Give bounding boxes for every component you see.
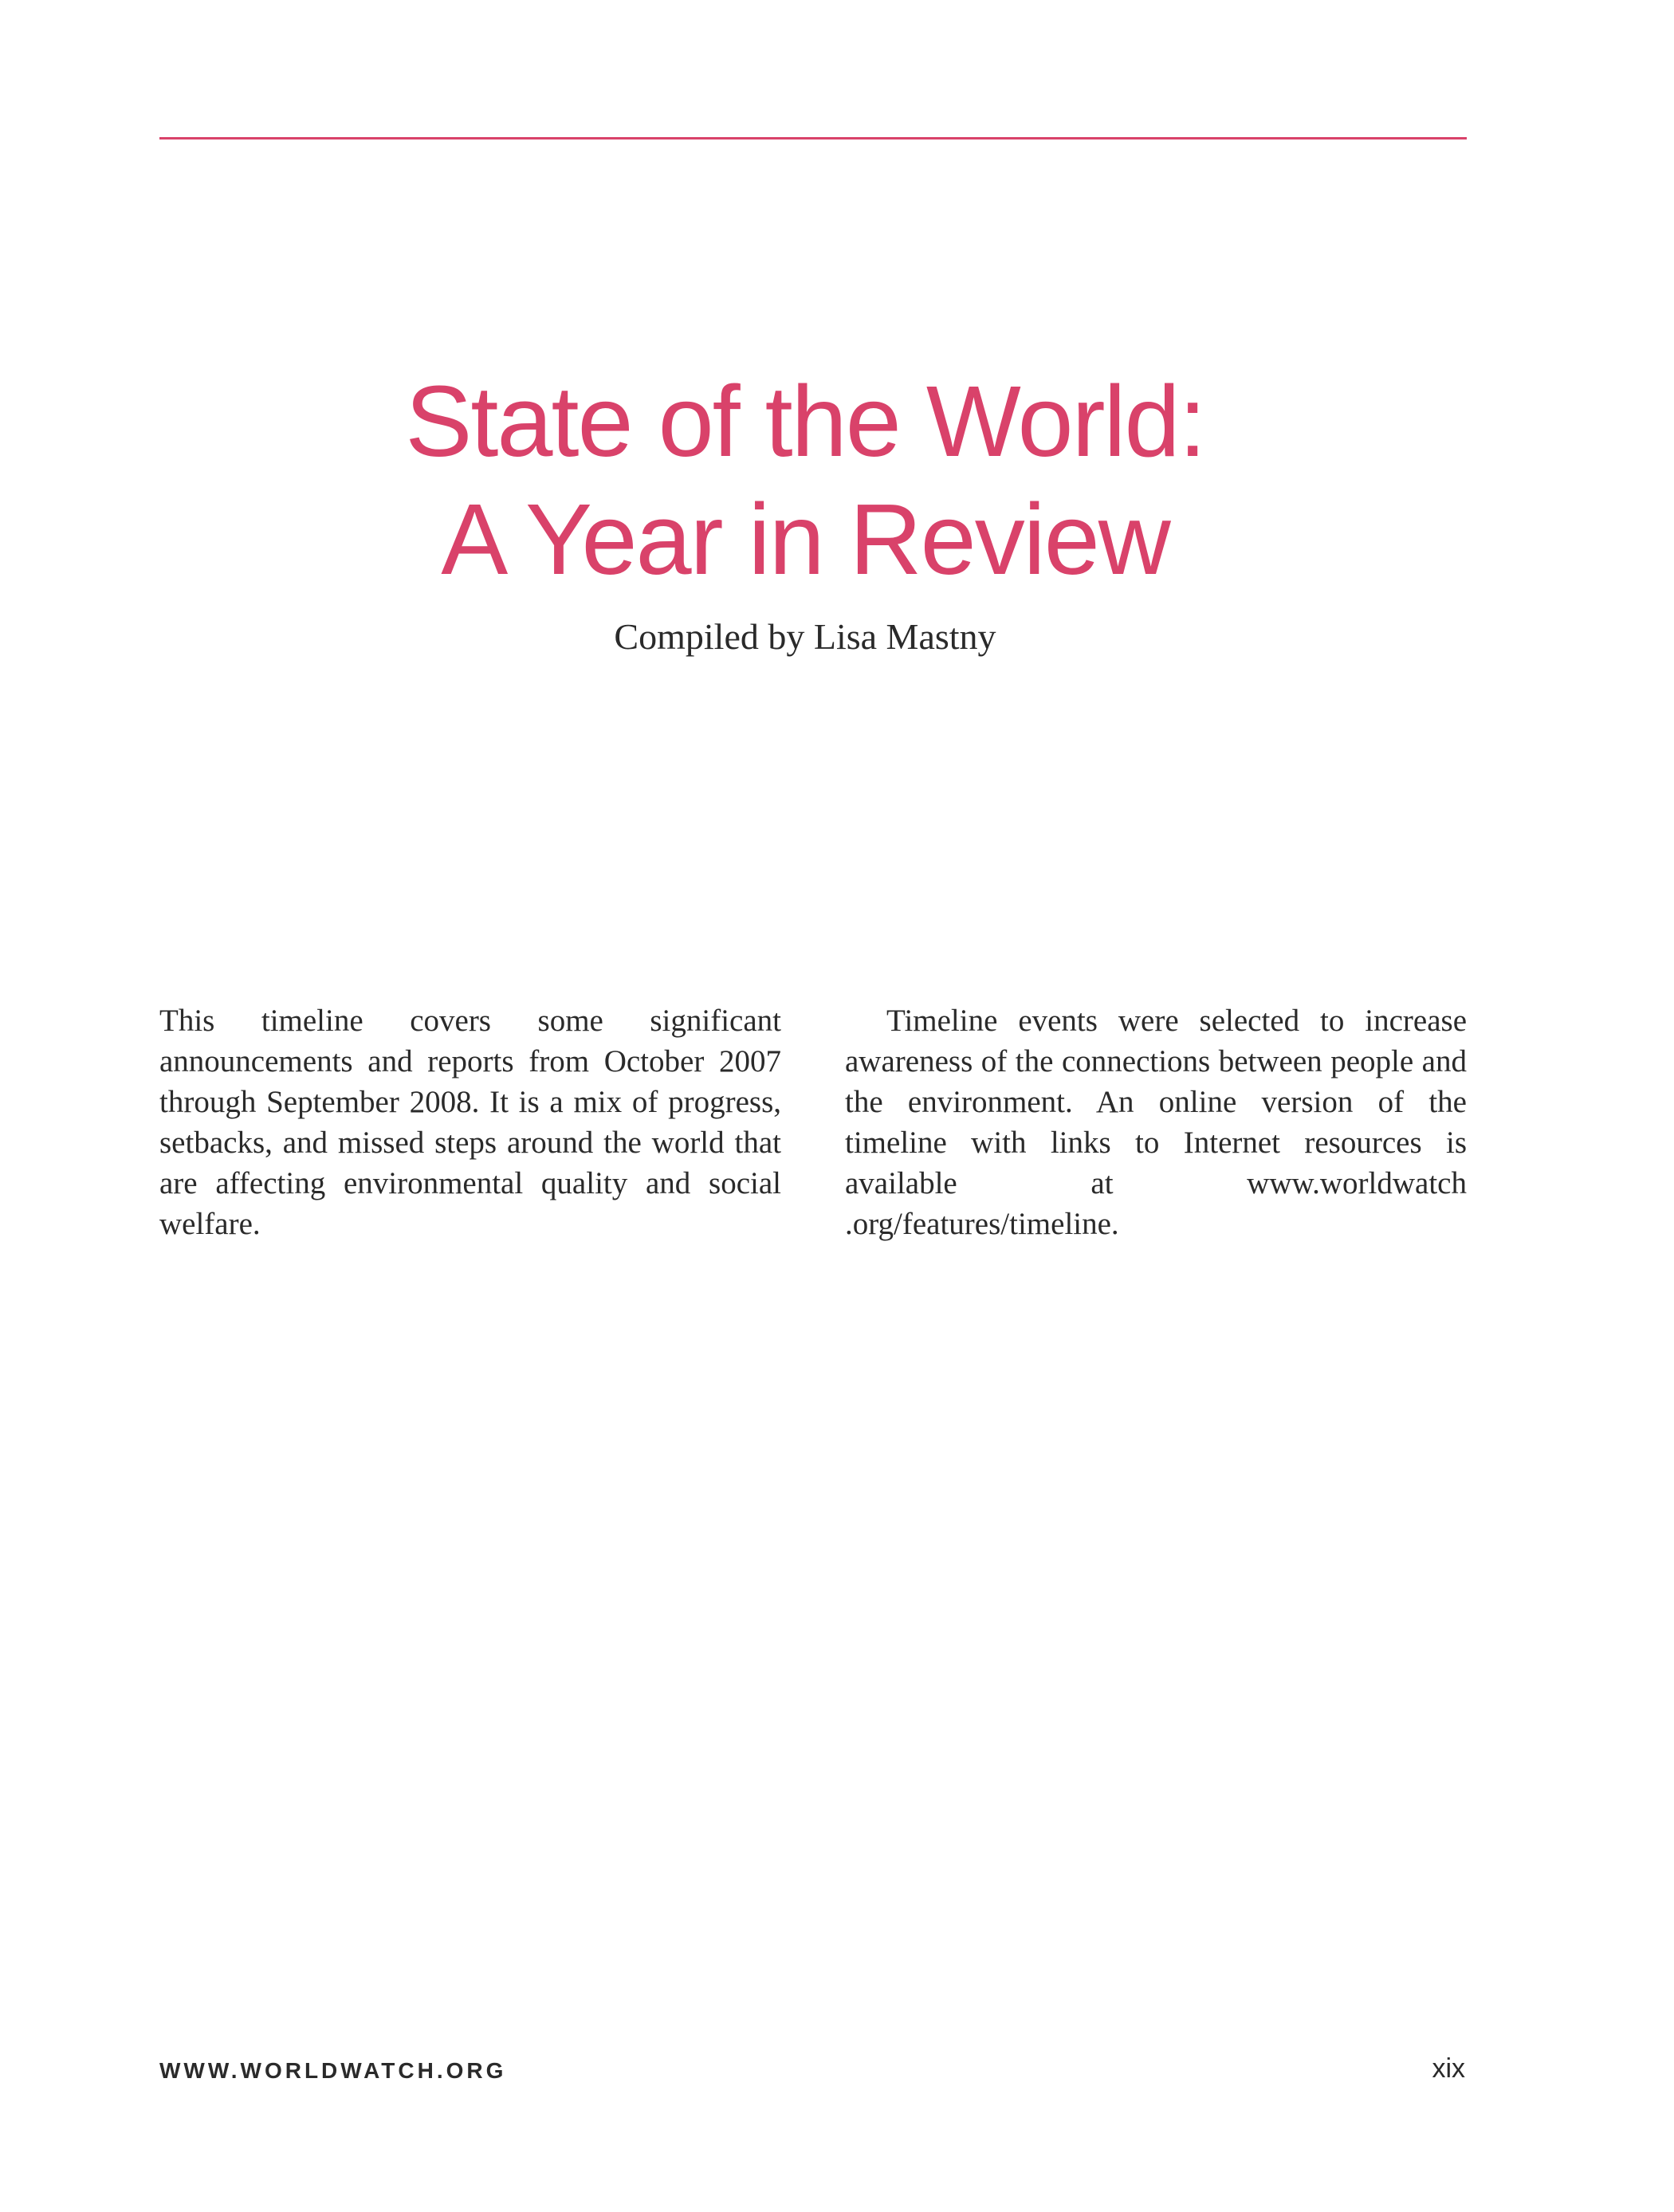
intro-column-right — [845, 1000, 1467, 1244]
page-title — [0, 363, 1610, 599]
title-line-2: A Year in Review — [441, 483, 1169, 595]
byline: Compiled by Lisa Mastny — [614, 616, 996, 657]
intro-paragraph-left: This timeline covers some significant announcements and reports from October 2007 through September 2008. It is a mix of progress, setbacks, and missed steps around the world that are affecting environmental quality and social welfare. — [159, 1004, 781, 1241]
footer-page-number: xix — [1432, 2053, 1465, 2084]
intro-column-left — [159, 1000, 781, 1244]
footer-website: WWW.WORLDWATCH.ORG — [159, 2058, 507, 2083]
title-line-1: State of the World: — [405, 365, 1205, 477]
intro-paragraph-right: Timeline events were selected to increase awareness of the connections between people and the environment. An online version of the timeline with links to Internet resources is available at www.worldwatch .org/features/timeline. — [845, 1004, 1467, 1241]
top-rule-divider — [159, 137, 1467, 139]
